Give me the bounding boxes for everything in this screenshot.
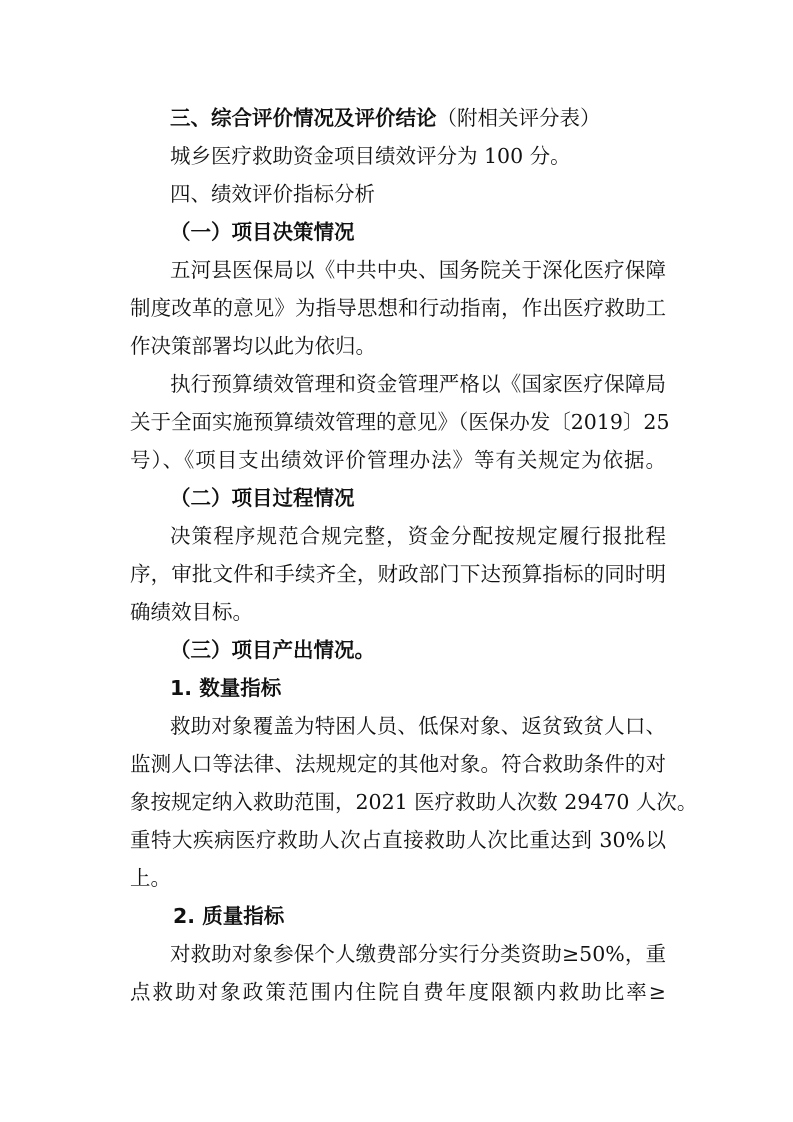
paragraph-line: 序，审批文件和手续齐全，财政部门下达预算指标的同时明: [130, 562, 666, 586]
paragraph-line: 五河县医保局以《中共中央、国务院关于深化医疗保障: [170, 258, 666, 282]
paragraph-line: 点救助对象政策范围内住院自费年度限额内救助比率≥: [130, 980, 666, 1004]
paragraph-line: 象按规定纳入救助范围，2021 医疗救助人次数 29470 人次。: [130, 790, 698, 814]
paragraph-line: 号）、《项目支出绩效评价管理办法》等有关规定为依据。: [130, 448, 666, 472]
score-text: 城乡医疗救助资金项目绩效评分为 100 分。: [170, 144, 571, 168]
section-4-heading: 四、绩效评价指标分析: [170, 182, 375, 206]
paragraph-line: 关于全面实施预算绩效管理的意见》（医保办发〔2019〕25: [130, 410, 670, 434]
paragraph-line: 执行预算绩效管理和资金管理严格以《国家医疗保障局: [170, 372, 666, 396]
section-3-heading: [170, 108, 601, 129]
quality-indicator-heading: 2. 质量指标: [173, 904, 285, 928]
subsection-3-heading: （三）项目产出情况。: [170, 638, 375, 662]
paragraph-line: 监测人口等法律、法规规定的其他对象。符合救助条件的对: [130, 752, 666, 776]
paragraph-line: 上。: [130, 866, 171, 890]
paragraph-line: 救助对象覆盖为特困人员、低保对象、返贫致贫人口、: [170, 714, 666, 738]
paragraph-line: 制度改革的意见》为指导思想和行动指南，作出医疗救助工: [130, 296, 666, 320]
subsection-1-heading: （一）项目决策情况: [170, 220, 355, 244]
section-3-heading-note: （附相关评分表）: [436, 106, 601, 130]
quantity-indicator-heading: 1. 数量指标: [170, 676, 282, 700]
paragraph-line: 对救助对象参保个人缴费部分实行分类资助≥50%，重: [170, 942, 666, 966]
subsection-2-heading: （二）项目过程情况: [170, 486, 355, 510]
paragraph-line: 作决策部署均以此为依归。: [130, 334, 376, 358]
paragraph-line: 重特大疾病医疗救助人次占直接救助人次比重达到 30%以: [130, 828, 666, 852]
paragraph-line: 确绩效目标。: [130, 600, 253, 624]
section-3-heading-text: 三、综合评价情况及评价结论: [170, 106, 437, 130]
paragraph-line: 决策程序规范合规完整，资金分配按规定履行报批程: [170, 524, 666, 548]
